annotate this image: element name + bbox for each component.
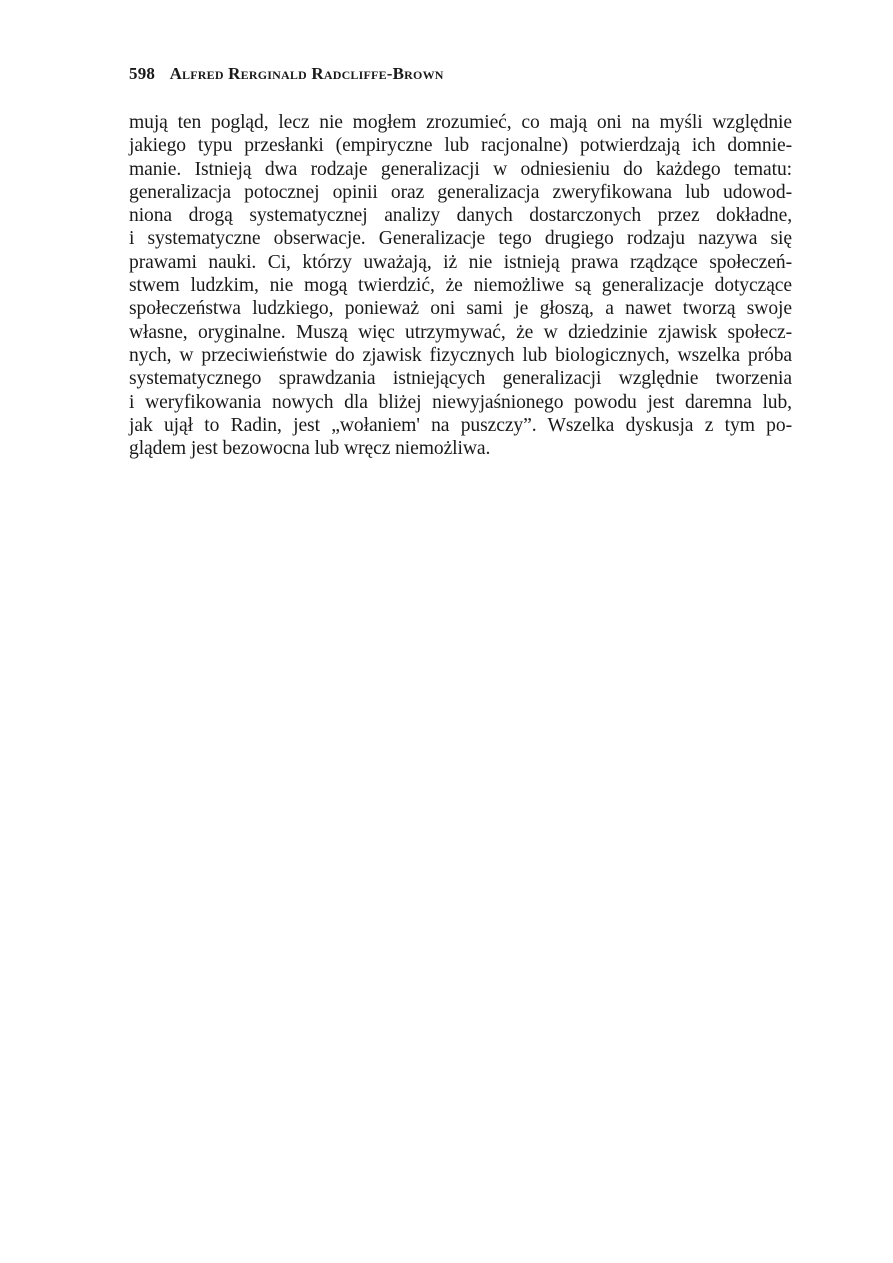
running-header — [129, 64, 444, 84]
text-line: jak ujął to Radin, jest „wołaniem' na puszczy”. Wszelka dyskusja z tym po- — [129, 414, 792, 436]
text-line: jakiego typu przesłanki (empiryczne lub racjonalne) potwierdzają ich domnie- — [129, 135, 792, 157]
text-line: mują ten pogląd, lecz nie mogłem zrozumieć, co mają oni na myśli względnie — [129, 112, 792, 133]
text-line: stwem ludzkim, nie mogą twierdzić, że niemożliwe są generalizacje dotyczące — [129, 275, 792, 297]
text-line: własne, oryginalne. Muszą więc utrzymywać, że w dziedzinie zjawisk społecz- — [129, 321, 792, 343]
body-paragraph — [129, 111, 792, 460]
text-line: systematycznego sprawdzania istniejących generalizacji względnie tworzenia — [129, 368, 792, 390]
text-line: i systematyczne obserwacje. Generalizacje tego drugiego rodzaju nazywa się — [129, 228, 792, 250]
text-line: nych, w przeciwieństwie do zjawisk fizycznych lub biologicznych, wszelka próba — [129, 344, 792, 366]
running-header-author: Alfred Rerginald Radcliffe-Brown — [169, 64, 444, 83]
text-line: glądem jest bezowocna lub wręcz niemożliwa. — [129, 438, 491, 460]
text-line: społeczeństwa ludzkiego, ponieważ oni sami je głoszą, a nawet tworzą swoje — [129, 298, 792, 320]
text-line: generalizacja potocznej opinii oraz generalizacja zweryfikowana lub udowod- — [129, 181, 792, 203]
text-line: i weryfikowania nowych dla bliżej niewyjaśnionego powodu jest daremna lub, — [129, 391, 792, 413]
text-line: manie. Istnieją dwa rodzaje generalizacji w odniesieniu do każdego tematu: — [129, 158, 792, 180]
page-number: 598 — [129, 64, 156, 83]
text-line: prawami nauki. Ci, którzy uważają, iż nie istnieją prawa rządzące społeczeń- — [129, 251, 792, 273]
text-line: niona drogą systematycznej analizy danych dostarczonych przez dokładne, — [129, 205, 792, 227]
